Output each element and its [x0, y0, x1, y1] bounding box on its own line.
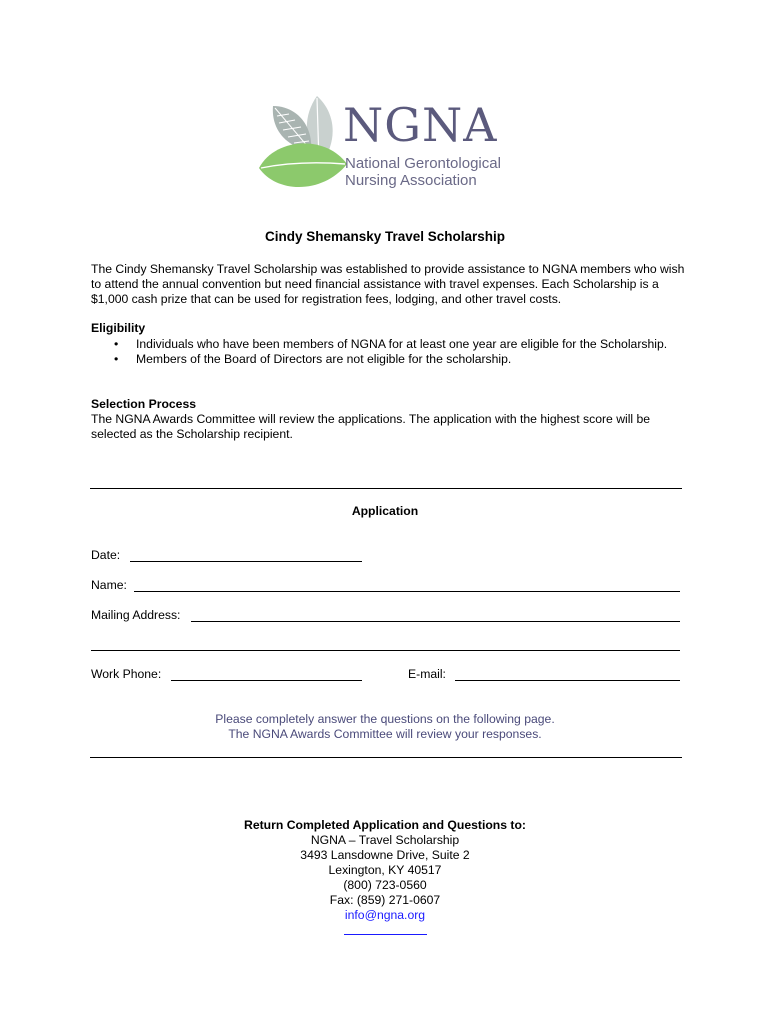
work-phone-field[interactable] [171, 680, 362, 681]
selection-heading: Selection Process [91, 397, 196, 411]
application-heading: Application [351, 504, 419, 518]
logo-wordmark: NGNA [343, 98, 498, 152]
eligibility-item-2: Members of the Board of Directors are not eligible for the scholarship. [136, 352, 512, 366]
return-line-2: 3493 Lansdowne Drive, Suite 2 [300, 848, 470, 862]
return-line-4: (800) 723-0560 [343, 878, 427, 892]
ngna-logo [255, 92, 525, 197]
eligibility-item-1: Individuals who have been members of NGNA for at least one year are eligible for the Scholarship. [136, 337, 668, 351]
bullet-icon: • [114, 337, 119, 351]
mailing-address-field[interactable] [191, 621, 680, 622]
logo-subtitle-line1: National Gerontological [345, 155, 501, 172]
return-line-3: Lexington, KY 40517 [328, 863, 442, 877]
email-link[interactable]: info@ngna.org [344, 908, 426, 922]
name-field[interactable] [134, 591, 680, 592]
divider [90, 757, 682, 758]
note-line-1: Please completely answer the questions on the following page. [215, 712, 555, 726]
return-line-5: Fax: (859) 271-0607 [329, 893, 441, 907]
email-link-underline [344, 934, 427, 935]
document-title: Cindy Shemansky Travel Scholarship [264, 229, 506, 244]
mailing-address-label: Mailing Address: [91, 608, 181, 622]
name-label: Name: [91, 578, 127, 592]
return-address-block [0, 818, 770, 923]
email-field[interactable] [455, 680, 680, 681]
intro-paragraph: The Cindy Shemansky Travel Scholarship was established to provide assistance to NGNA members who wish to attend the annual convention but need financial assistance with travel expenses. Each Scholarship is a $1,000 cash prize that can be used for registration fees, lodging, and other travel costs. [91, 262, 685, 306]
bullet-icon: • [114, 352, 119, 366]
instruction-note [0, 712, 770, 742]
list-item [91, 337, 691, 352]
logo-subtitle-line2: Nursing Association [345, 172, 477, 189]
date-label: Date: [91, 548, 121, 562]
work-phone-label: Work Phone: [91, 667, 162, 681]
email-label: E-mail: [408, 667, 446, 681]
leaf-icon [255, 92, 350, 197]
mailing-address-field-line2[interactable] [91, 650, 680, 651]
divider [90, 488, 682, 489]
return-line-1: NGNA – Travel Scholarship [310, 833, 460, 847]
selection-text: The NGNA Awards Committee will review the applications. The application with the highest score will be selected as the Scholarship recipient. [91, 412, 651, 441]
logo-subtitle [345, 155, 501, 189]
eligibility-heading: Eligibility [91, 321, 146, 335]
return-heading: Return Completed Application and Questions to: [244, 818, 526, 832]
date-field[interactable] [130, 561, 362, 562]
note-line-2: The NGNA Awards Committee will review your responses. [228, 727, 542, 741]
list-item [91, 352, 691, 367]
eligibility-list [91, 337, 691, 367]
